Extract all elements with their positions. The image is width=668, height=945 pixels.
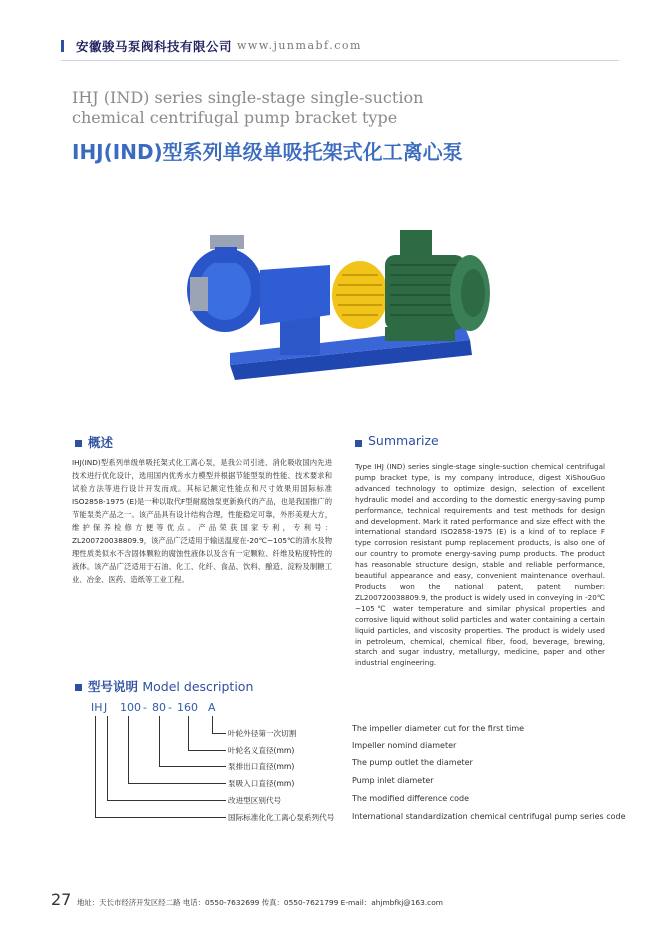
page-number: 27 — [51, 890, 72, 909]
title-en-line-2: chemical centrifugal pump bracket type — [72, 108, 398, 127]
overview-heading-marker — [75, 440, 82, 447]
connector-v-2 — [188, 716, 189, 750]
connector-h-6 — [95, 817, 226, 818]
model-label-en-outlet: The pump outlet the diameter — [352, 758, 473, 767]
connector-h-2 — [188, 750, 226, 751]
overview-heading: 概述 — [88, 435, 114, 450]
connector-v-4 — [128, 716, 129, 783]
model-label-cn-cut: 叶轮外径第一次切割 — [228, 729, 297, 738]
model-label-cn-modified: 改进型区别代号 — [228, 796, 282, 805]
summarize-heading-marker — [355, 440, 362, 447]
bearing-bracket — [260, 265, 330, 325]
connector-h-3 — [159, 766, 226, 767]
model-code-cut: A — [208, 701, 216, 714]
footer-contact-info: 地址：天长市经济开发区经二路 电话：0550-7632699 传真：0550-7621799 E-mail：ahjmbfkj@163.com — [77, 898, 443, 907]
model-code-dash-1: - — [143, 701, 147, 714]
connector-h-4 — [128, 783, 226, 784]
product-title-english — [72, 88, 492, 128]
model-code-dash-2: - — [168, 701, 172, 714]
model-label-cn-series: 国际标准化化工离心泵系列代号 — [228, 813, 335, 822]
outlet-flange — [210, 235, 244, 249]
connector-v-3 — [159, 716, 160, 766]
model-label-cn-inlet: 泵吸入口直径(mm) — [228, 779, 295, 788]
model-heading-english: Model description — [142, 679, 254, 694]
outlet-neck — [215, 247, 237, 263]
company-name: 安徽骏马泵阀科技有限公司 — [76, 39, 233, 54]
model-label-en-series: International standardization chemical centrifugal pump series code — [352, 812, 626, 821]
model-code-outlet: 80 — [152, 701, 166, 714]
company-website[interactable]: www.junmabf.com — [237, 39, 362, 52]
model-label-en-inlet: Pump inlet diameter — [352, 776, 434, 785]
connector-h-1 — [212, 733, 226, 734]
title-en-line-1: IHJ (IND) series single-stage single-suction — [72, 88, 424, 107]
model-label-cn-impeller: 叶轮名义直径(mm) — [228, 746, 295, 755]
summarize-heading: Summarize — [368, 433, 439, 448]
header-divider — [61, 60, 619, 61]
model-heading — [88, 677, 253, 695]
connector-v-1 — [212, 716, 213, 733]
overview-text-chinese: IHJ(IND)型系列单级单吸托架式化工离心泵，是我公司引进、消化吸收国内先进技术进行优化设计，选用国内优秀水力模型并根据节能型泵的性能、技术要求和试验方法等进行设计开发而成。其标记额定性能点和尺寸效果用国际标准ISO2858-1975 (E)是一种以取代F型耐腐蚀泵更新换代的产品，也是我国推广的节能泵类产品之一。该产品具有设计结构合理，性能稳定可靠，外形美观大方，维护保养检修方便等优点。产品荣获国家专利，专利号：ZL200720038809.9，该产品广泛适用于输送温度在-20℃~105℃的清水及物理性质类似水不含固体颗粒的腐蚀性液体以及含有一定颗粒、纤维及粘度特性的液体。该产品广泛适用于石油、化工、化纤、食品、饮料、酿造、淀粉及制糖工业、冶金、医药、造纸等工业工程。 — [72, 458, 332, 584]
connector-v-6 — [95, 716, 96, 817]
model-label-en-impeller: Impeller nomind diameter — [352, 741, 457, 750]
model-code-impeller: 160 — [177, 701, 198, 714]
model-label-en-cut: The impeller diameter cut for the first time — [352, 724, 525, 733]
model-label-cn-outlet: 泵排出口直径(mm) — [228, 762, 295, 771]
model-code-inlet: 100 — [120, 701, 141, 714]
model-label-en-modified: The modified difference code — [352, 794, 469, 803]
motor-feet — [385, 327, 455, 341]
pump-product-image — [180, 215, 500, 385]
inlet-flange — [190, 277, 208, 311]
header-accent-bar — [61, 40, 64, 52]
motor-fan-grill — [461, 269, 485, 317]
connector-v-5 — [107, 716, 108, 800]
connector-h-5 — [107, 800, 226, 801]
model-code-j: J — [104, 701, 108, 714]
model-code-ih: IH — [91, 701, 103, 714]
model-heading-chinese: 型号说明 — [88, 679, 139, 694]
model-heading-marker — [75, 684, 82, 691]
product-title-chinese: IHJ(IND)型系列单级单吸托架式化工离心泵 — [72, 140, 463, 164]
summarize-text-english: Type IHJ (IND) series single-stage single-suction chemical centrifugal pump bracket type, is my company introduce, digest XiShouGuo advanced technology to optimize design, selection of excellent hydraulic model and according to the domestic energy-saving pump performance, technical requirements and test methods for design and development. Mark it rated performance and size effect with the international standard ISO2858-1975 (E) is a kind of to replace F type corrosion resistant pump replacement products, is also one of our country to promote energy-saving pump products. The product has reasonable structure design, stable and reliable performance, beautiful appearance and easy, convenient maintenance overhaul. Products won the national patent, patent number: ZL200720038809.9, the product is widely used in conveying in -20℃ ~105℃ water temperature and similar physical properties and corrosive liquid without solid particles and water containing a certain liquid particles, and viscosity properties. The product is widely used in petroleum, chemical, chemical fiber, food, beverage, brewing, starch and sugar industry, metallurgy, medicine, paper and other industrial engineering. — [355, 462, 605, 668]
motor-terminal-box — [400, 230, 432, 256]
